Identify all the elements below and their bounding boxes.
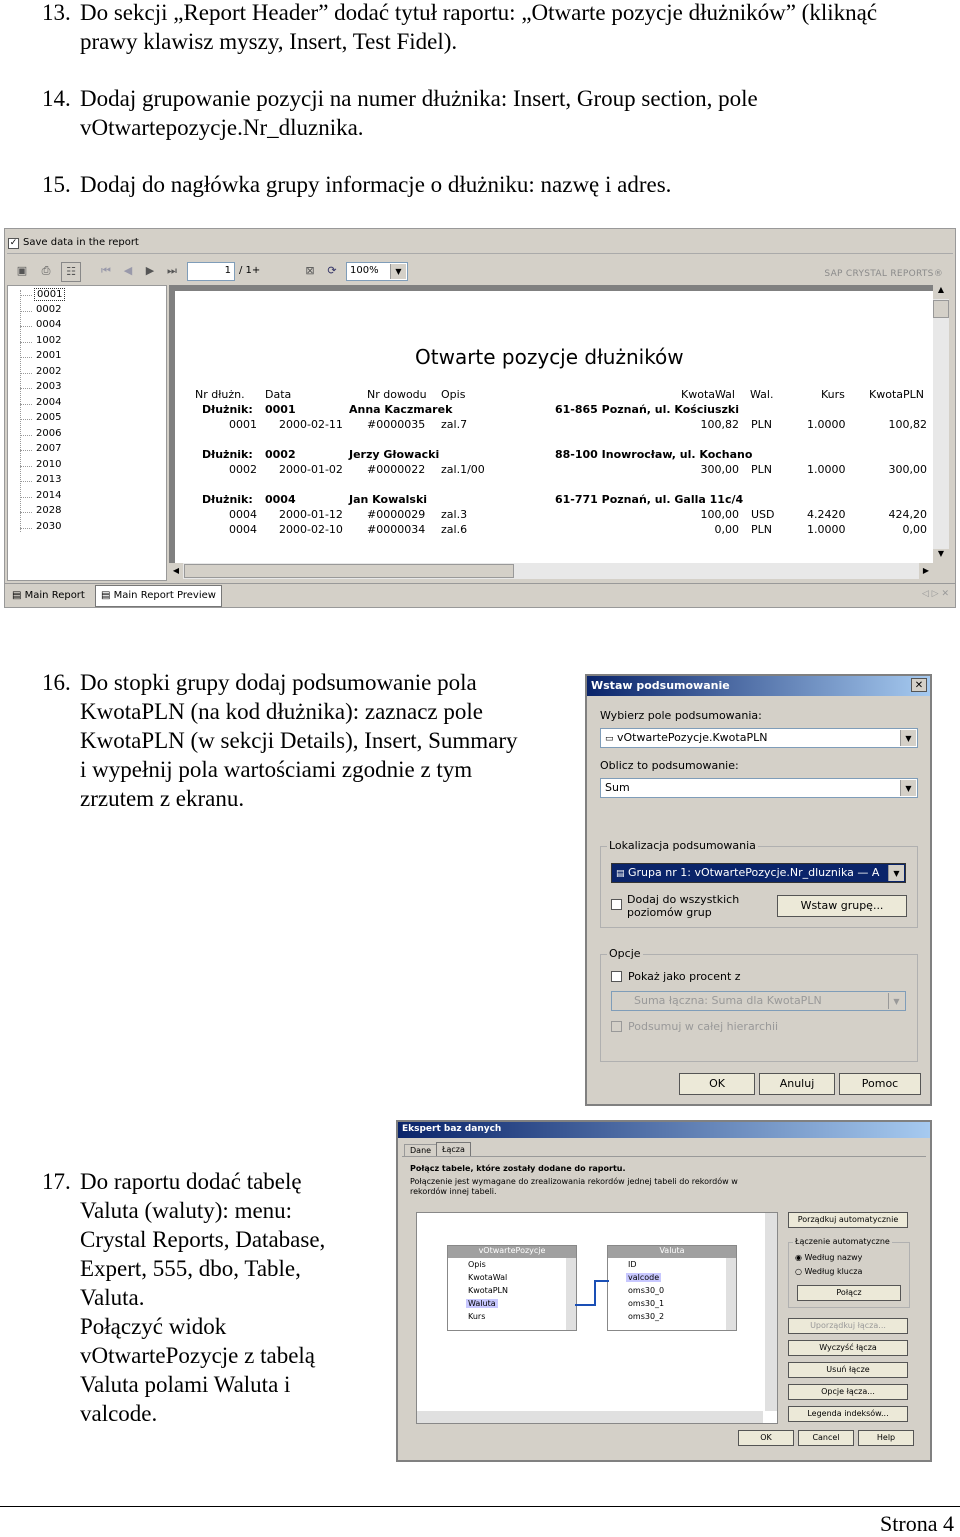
row-currency: PLN <box>751 463 772 476</box>
options-group-label: Opcje <box>609 947 641 960</box>
step-text-line: zrzutem z ekranu. <box>80 786 245 811</box>
tree-branch <box>20 326 32 328</box>
percent-label: Pokaż jako procent z <box>628 970 741 983</box>
tree-branch <box>20 512 32 514</box>
row-amount: 300,00 <box>700 463 739 476</box>
add-all-groups-checkbox[interactable] <box>611 899 622 910</box>
row-date: 2000-02-11 <box>279 418 343 431</box>
radio-by-name[interactable]: ◉ Według nazwy <box>795 1253 863 1262</box>
group-label: Dłużnik: <box>202 493 253 506</box>
page-total: / 1+ <box>239 265 261 276</box>
column-header: Data <box>265 388 292 401</box>
chevron-down-icon: ▼ <box>900 730 916 746</box>
link-button[interactable]: Połącz <box>797 1285 901 1301</box>
table-field[interactable]: oms30_1 <box>628 1299 665 1308</box>
step-text-line: vOtwartepozycje.Nr_dluznika. <box>80 115 364 140</box>
table-field[interactable]: Kurs <box>468 1312 486 1321</box>
step-text-line: Valuta polami Waluta i <box>80 1372 291 1397</box>
cancel-button[interactable]: Cancel <box>798 1430 854 1446</box>
options-group <box>600 947 918 1062</box>
tree-branch <box>20 497 32 499</box>
row-desc: zal.1/00 <box>441 463 485 476</box>
debtor-address: 61-771 Poznań, ul. Galla 11c/4 <box>555 493 744 506</box>
table-field[interactable]: KwotaWal <box>468 1273 508 1282</box>
link-options-button[interactable]: Opcje łącza... <box>788 1384 908 1400</box>
row-date: 2000-02-10 <box>279 523 343 536</box>
debtor-address: 88-100 Inowrocław, ul. Kochano <box>555 448 753 461</box>
row-nr: 0001 <box>229 418 257 431</box>
step-14 <box>42 84 957 142</box>
step-text-line: Do sekcji „Report Header” dodać tytuł raportu: „Otwarte pozycje dłużników” (kliknąć <box>80 0 878 25</box>
insert-summary-dialog <box>585 674 932 1106</box>
tree-branch <box>20 466 32 468</box>
tab-data[interactable]: Dane <box>404 1144 437 1156</box>
step-number: 13. <box>42 0 71 25</box>
debtor-name: Jerzy Głowacki <box>349 448 440 461</box>
calc-label: Oblicz to podsumowanie: <box>600 759 739 772</box>
step-number: 14. <box>42 86 71 111</box>
row-rate: 4.2420 <box>807 508 846 521</box>
radio-label: Według klucza <box>804 1267 863 1276</box>
tree-item[interactable]: 2030 <box>36 520 62 532</box>
radio-by-key[interactable]: ○ Według klucza <box>795 1267 863 1276</box>
add-all-groups-label <box>627 893 739 919</box>
row-rate: 1.0000 <box>807 463 846 476</box>
index-legend-button[interactable]: Legenda indeksów... <box>788 1406 908 1422</box>
step-text-line: Valuta. <box>80 1285 145 1310</box>
step-17 <box>42 1167 382 1428</box>
step-number: 16. <box>42 670 71 695</box>
summary-field-label: Wybierz pole podsumowania: <box>600 709 762 722</box>
step-text-line: valcode. <box>80 1401 158 1426</box>
step-text-line: Do raportu dodać tabelę <box>80 1169 302 1194</box>
row-nr: 0002 <box>229 463 257 476</box>
link-line <box>575 1273 615 1313</box>
tree-branch <box>20 450 32 452</box>
row-amount-pln: 424,20 <box>888 508 927 521</box>
table-vOtwartePozycje[interactable] <box>447 1245 577 1331</box>
tree-branch <box>20 311 32 313</box>
close-icon[interactable]: ✕ <box>911 678 927 692</box>
location-group <box>600 839 918 928</box>
tree-item[interactable]: 2002 <box>36 365 62 377</box>
desc-line: rekordów innej tabeli. <box>410 1187 497 1196</box>
export-icon[interactable]: ▣ <box>16 264 28 277</box>
tab-nav-icons[interactable]: ◁ ▷ ✕ <box>921 589 949 599</box>
canvas-hscroll[interactable] <box>417 1411 763 1423</box>
tree-item[interactable]: 2028 <box>36 505 62 516</box>
page-number-input[interactable]: 1 <box>187 262 235 281</box>
row-desc: zal.7 <box>441 418 468 431</box>
ok-button[interactable]: OK <box>738 1430 794 1446</box>
step-number: 15. <box>42 172 71 197</box>
step-text-line: Crystal Reports, Database, <box>80 1227 326 1252</box>
tree-item[interactable]: 2001 <box>36 350 62 361</box>
order-links-button[interactable]: Uporządkuj łącza... <box>788 1318 908 1334</box>
row-currency: PLN <box>751 418 772 431</box>
step-13 <box>42 0 957 56</box>
dialog-title: Wstaw podsumowanie <box>591 679 730 692</box>
scroll-thumb[interactable] <box>933 300 949 318</box>
step-text-line: Dodaj do nagłówka grupy informacje o dłużniku: nazwę i adres. <box>80 172 672 197</box>
step-text-line: i wypełnij pola wartościami zgodnie z tym <box>80 757 473 782</box>
column-header: Opis <box>441 388 466 401</box>
chevron-down-icon: ▼ <box>888 865 904 881</box>
column-header: KwotaWal <box>681 388 735 401</box>
link-canvas[interactable] <box>416 1212 778 1424</box>
row-currency: USD <box>751 508 775 521</box>
row-nr: 0004 <box>229 523 257 536</box>
percent-select[interactable] <box>611 991 906 1011</box>
tree-branch <box>20 528 32 530</box>
last-page-icon[interactable]: ⏭ <box>167 264 177 277</box>
row-nr: 0004 <box>229 508 257 521</box>
label-line: poziomów grup <box>627 906 712 919</box>
row-desc: zal.6 <box>441 523 468 536</box>
step-text-line: Valuta (waluty): menu: <box>80 1198 293 1223</box>
tree-branch <box>20 481 32 483</box>
canvas-vscroll[interactable] <box>765 1213 777 1411</box>
cancel-button[interactable]: Anuluj <box>759 1073 835 1095</box>
stop-icon[interactable]: ⊠ <box>305 264 315 277</box>
table-field[interactable]: oms30_0 <box>628 1286 665 1295</box>
step-text-line: prawy klawisz myszy, Insert, Test Fidel). <box>80 29 458 54</box>
tab-label: Main Report Preview <box>113 590 216 601</box>
tree-branch <box>20 342 32 344</box>
row-amount-pln: 100,82 <box>888 418 927 431</box>
tree-item[interactable]: 2006 <box>36 427 62 439</box>
save-data-checkbox[interactable]: ✓ <box>9 238 18 248</box>
calc-value: Sum <box>605 781 630 794</box>
row-currency: PLN <box>751 523 772 536</box>
report-title: Otwarte pozycje dłużników <box>415 345 684 369</box>
table-Valuta[interactable] <box>607 1245 737 1331</box>
group-code: 0001 <box>265 403 296 416</box>
group-label: Dłużnik: <box>202 448 253 461</box>
hierarchy-checkbox[interactable] <box>611 1021 622 1032</box>
tree-item[interactable]: 2005 <box>36 412 62 423</box>
summary-field-value: vOtwartePozycje.KwotaPLN <box>617 731 768 744</box>
row-doc: #0000034 <box>367 523 426 536</box>
row-rate: 1.0000 <box>807 523 846 536</box>
table-scrollbar[interactable] <box>726 1258 736 1330</box>
group-label: Dłużnik: <box>202 403 253 416</box>
group-tree <box>7 285 167 581</box>
row-doc: #0000022 <box>367 463 426 476</box>
location-value: Grupa nr 1: vOtwartePozycje.Nr_dluznika — A <box>628 866 880 879</box>
percent-checkbox[interactable] <box>611 971 622 982</box>
step-text-line: Expert, 555, dbo, Table, <box>80 1256 301 1281</box>
tree-item[interactable]: 2014 <box>36 489 62 501</box>
row-amount: 0,00 <box>714 523 739 536</box>
dialog-title: Ekspert baz danych <box>402 1124 502 1134</box>
brand-logo: SAP CRYSTAL REPORTS® <box>824 269 943 279</box>
calc-select[interactable] <box>600 778 918 798</box>
row-amount-pln: 0,00 <box>902 523 927 536</box>
vertical-scrollbar[interactable] <box>933 285 949 563</box>
tree-item[interactable]: 0002 <box>36 303 62 315</box>
tab-main-report[interactable] <box>9 587 88 605</box>
chevron-down-icon: ▼ <box>900 780 916 796</box>
dialog-titlebar <box>398 1122 930 1138</box>
table-field[interactable]: Opis <box>468 1260 486 1269</box>
scroll-right-icon[interactable]: ▶ <box>919 563 933 579</box>
tree-branch <box>20 295 32 297</box>
tree-item[interactable]: 2004 <box>36 396 62 408</box>
refresh-icon[interactable]: ⟳ <box>327 264 337 277</box>
first-page-icon[interactable]: ⏮ <box>101 264 111 277</box>
group-icon: ▤ <box>616 869 625 879</box>
row-amount: 100,82 <box>700 418 739 431</box>
row-doc: #0000035 <box>367 418 426 431</box>
row-amount-pln: 300,00 <box>888 463 927 476</box>
row-date: 2000-01-12 <box>279 508 343 521</box>
debtor-address: 61-865 Poznań, ul. Kościuszki <box>555 403 739 416</box>
auto-link-group <box>788 1237 910 1308</box>
debtor-name: Anna Kaczmarek <box>349 403 453 416</box>
report-page <box>175 291 933 563</box>
save-data-label: Save data in the report <box>23 237 139 248</box>
help-button[interactable]: Help <box>858 1430 914 1446</box>
step-number: 17. <box>42 1169 71 1194</box>
tab-label: Main Report <box>24 590 85 601</box>
ok-button[interactable]: OK <box>679 1073 755 1095</box>
table-field[interactable]: Waluta <box>468 1299 496 1308</box>
column-header: KwotaPLN <box>869 388 924 401</box>
column-header: Nr dowodu <box>367 388 427 401</box>
tree-branch <box>20 435 32 437</box>
tree-item[interactable]: 2003 <box>36 381 62 392</box>
step-text-line: KwotaPLN (w sekcji Details), Insert, Summary <box>80 728 518 753</box>
location-group-label: Lokalizacja podsumowania <box>609 839 756 852</box>
hierarchy-label: Podsumuj w całej hierarchii <box>628 1020 779 1033</box>
report-icon: ▤ <box>101 590 111 601</box>
row-amount: 100,00 <box>700 508 739 521</box>
location-select[interactable] <box>611 863 906 883</box>
group-code: 0002 <box>265 448 296 461</box>
tree-branch <box>20 388 32 390</box>
tree-item[interactable]: 2010 <box>36 458 62 470</box>
clear-links-button[interactable]: Wyczyść łącza <box>788 1340 908 1356</box>
tree-item[interactable]: 2013 <box>36 474 62 485</box>
step-text-line: vOtwartePozycje z tabelą <box>80 1343 315 1368</box>
debtor-name: Jan Kowalski <box>349 493 428 506</box>
help-button[interactable]: Pomoc <box>839 1073 921 1095</box>
column-header: Wal. <box>750 388 774 401</box>
row-doc: #0000029 <box>367 508 426 521</box>
auto-arrange-button[interactable]: Porządkuj automatycznie <box>788 1212 908 1228</box>
auto-link-label: Łączenie automatyczne <box>795 1237 890 1246</box>
row-rate: 1.0000 <box>807 418 846 431</box>
tree-item[interactable]: 0004 <box>36 319 62 330</box>
step-16 <box>42 668 572 813</box>
step-text-line: Do stopki grupy dodaj podsumowanie pola <box>80 670 477 695</box>
prev-page-icon[interactable]: ◀ <box>123 264 133 277</box>
tab-links[interactable]: Łącza <box>436 1142 471 1156</box>
tree-branch <box>20 419 32 421</box>
tree-item[interactable]: 2007 <box>36 443 62 454</box>
crystal-report-window <box>4 228 956 608</box>
column-header: Nr dłużn. <box>195 388 245 401</box>
summary-field-select[interactable] <box>600 728 918 748</box>
step-text-line: Połączyć widok <box>80 1314 227 1339</box>
tree-branch <box>20 373 32 375</box>
scroll-left-icon[interactable]: ◀ <box>169 563 183 579</box>
step-15 <box>42 170 957 199</box>
percent-value: Suma łączna: Suma dla KwotaPLN <box>634 994 822 1007</box>
table-field[interactable]: ID <box>628 1260 637 1269</box>
dialog-titlebar <box>587 676 930 696</box>
print-icon[interactable]: ⎙ <box>41 264 51 277</box>
scroll-down-icon[interactable]: ▼ <box>933 549 949 563</box>
tree-item[interactable]: 1002 <box>36 334 62 346</box>
next-page-icon[interactable]: ▶ <box>145 264 155 277</box>
scroll-thumb[interactable] <box>184 564 514 578</box>
report-canvas <box>169 285 933 563</box>
group-tree-icon[interactable]: ☷ <box>61 262 81 282</box>
step-text-line: KwotaPLN (na kod dłużnika): zaznacz pole <box>80 699 483 724</box>
table-field[interactable]: oms30_2 <box>628 1312 665 1321</box>
table-title: Valuta <box>608 1246 736 1258</box>
step-text-line: Dodaj grupowanie pozycji na numer dłużnika: Insert, Group section, pole <box>80 86 758 111</box>
report-icon: ▤ <box>12 590 22 601</box>
row-date: 2000-01-02 <box>279 463 343 476</box>
tree-branch <box>20 404 32 406</box>
radio-label: Według nazwy <box>804 1253 863 1262</box>
desc-line: Połączenie jest wymagane do zrealizowania rekordów jednej tabeli do rekordów w <box>410 1177 738 1186</box>
row-desc: zal.3 <box>441 508 468 521</box>
table-title: vOtwartePozycje <box>448 1246 576 1258</box>
column-header: Kurs <box>821 388 845 401</box>
tab-main-report-preview[interactable] <box>95 585 222 607</box>
page-number: Strona 4 <box>880 1511 954 1536</box>
horizontal-scrollbar[interactable] <box>169 563 933 579</box>
table-field[interactable]: valcode <box>628 1273 660 1282</box>
label-line: Dodaj do wszystkich <box>627 893 740 906</box>
desc-heading: Połącz tabele, które zostały dodane do raportu. <box>410 1164 626 1173</box>
zoom-value: 100% <box>350 265 379 276</box>
chevron-down-icon: ▼ <box>888 993 904 1009</box>
chevron-down-icon: ▼ <box>390 264 406 279</box>
tree-item[interactable]: 0001 <box>34 288 65 301</box>
scroll-up-icon[interactable]: ▲ <box>933 285 949 299</box>
insert-group-button[interactable]: Wstaw grupę... <box>777 895 907 917</box>
group-code: 0004 <box>265 493 296 506</box>
tree-branch <box>20 357 32 359</box>
database-expert-dialog <box>396 1120 932 1462</box>
zoom-select[interactable] <box>346 262 408 281</box>
delete-link-button[interactable]: Usuń łącze <box>788 1362 908 1378</box>
footer-rule <box>0 1506 960 1507</box>
table-field[interactable]: KwotaPLN <box>468 1286 508 1295</box>
field-icon: ▭ <box>605 734 614 744</box>
